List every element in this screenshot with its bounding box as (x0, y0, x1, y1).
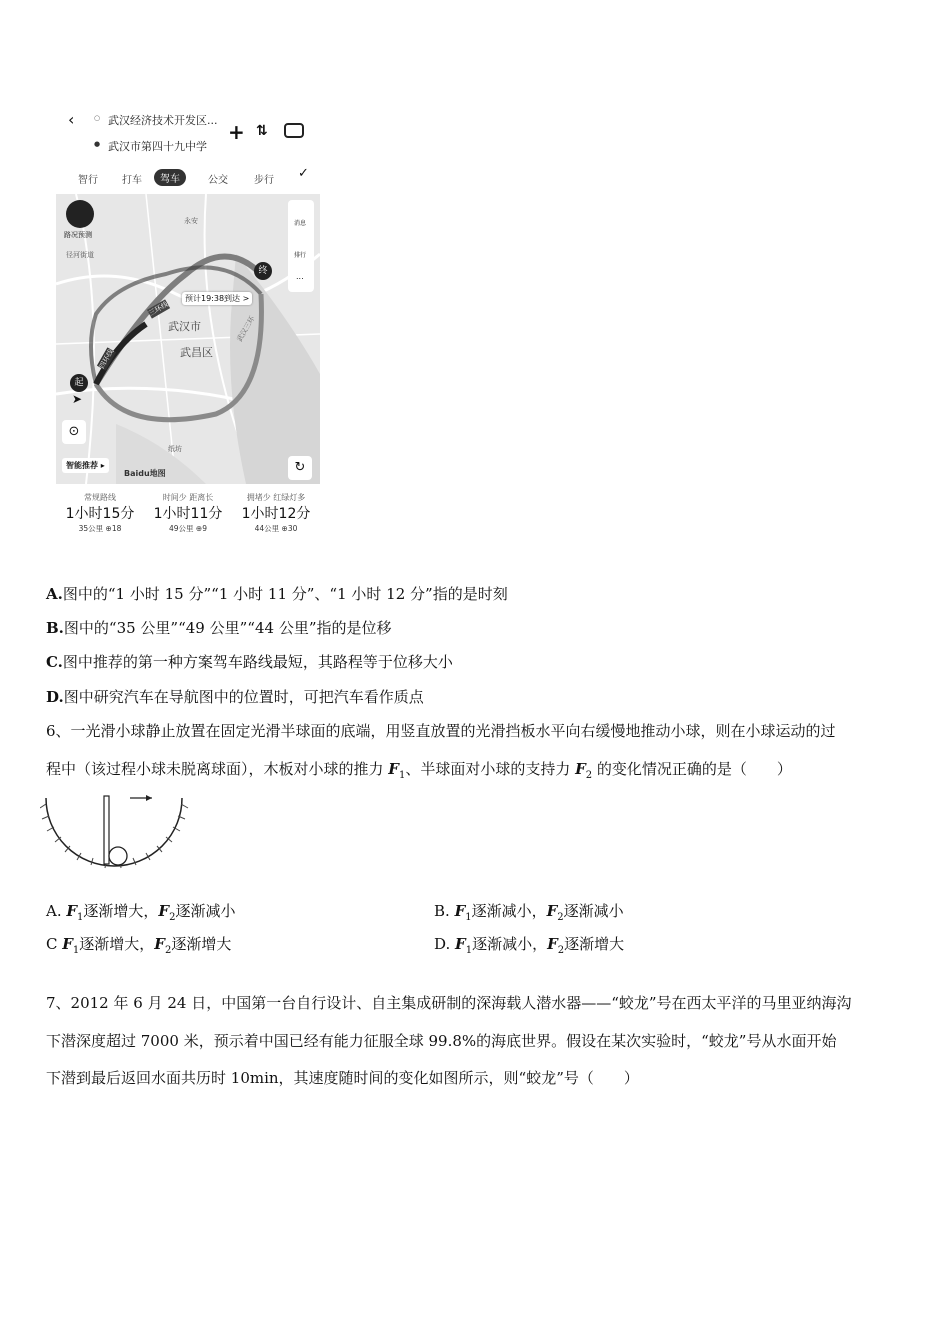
force-f1-subscript: 1 (398, 770, 406, 781)
force-f1-subscript: 1 (465, 912, 472, 923)
option-text: 逐渐增大 (564, 935, 625, 953)
origin-dot-icon: ○ (94, 114, 101, 122)
route-option-sub: 44公里 ⊕30 (254, 524, 298, 533)
option-text: 逐渐减小， (472, 935, 548, 953)
side-btn-more: ... (296, 272, 304, 281)
route-origin: 武汉经济技术开发区... (108, 114, 218, 127)
map-canvas (56, 194, 320, 484)
place-label: 永安 (184, 217, 198, 225)
q7-stem-line3: 下潜到最后返回水面共历时 10min，其速度随时间的变化如图所示，则“蛟龙”号（ ） (46, 1069, 639, 1087)
route-options-panel (56, 484, 320, 544)
road-label: 三环线 (147, 300, 170, 318)
force-f1-symbol: F (388, 760, 399, 778)
side-btn-rank: 排行 (294, 252, 307, 259)
option-letter: B. (46, 619, 64, 637)
map-roads (56, 194, 320, 484)
force-f2-subscript: 2 (164, 945, 172, 956)
q6-stem-line2 (46, 758, 792, 787)
q7-stem-line2: 下潜深度超过 7000 米，预示着中国已经有能力征服全球 99.8%的海底世界。假设在某次实验时，“蛟龙”号从水面开始 (46, 1032, 837, 1050)
place-label: 径河街道 (66, 251, 94, 259)
back-icon: ‹ (68, 110, 75, 129)
q6-option-c (46, 933, 231, 962)
force-f2-subscript: 2 (557, 945, 565, 956)
tab-walk: 步行 (254, 175, 274, 186)
force-f1-symbol: F (66, 902, 78, 920)
more-options-icon (284, 123, 304, 138)
district-label: 武昌区 (180, 346, 213, 359)
q6-option-d (434, 933, 624, 962)
eta-bubble: 预计19:38到达 > (182, 292, 252, 305)
route-option-sub: 49公里 ⊕9 (169, 524, 207, 533)
force-f1-symbol: F (454, 902, 466, 920)
force-f2-symbol: F (547, 935, 558, 953)
traffic-forecast-label: 路况预测 (64, 231, 92, 239)
force-f2-symbol: F (154, 935, 165, 953)
q5-option-b (46, 617, 391, 639)
option-text: 逐渐减小 (563, 902, 624, 920)
force-f1-symbol: F (455, 935, 466, 953)
route-option (232, 492, 320, 534)
force-f2-symbol: F (575, 760, 586, 778)
smart-recommend-button: 智能推荐 ▸ (62, 458, 109, 473)
option-text: 图中推荐的第一种方案驾车路线最短，其路程等于位移大小 (62, 653, 453, 671)
tab-zhixing: 智行 (78, 175, 98, 186)
route-option-header: 时间少 距离长 (162, 493, 214, 502)
option-text: 逐渐增大 (171, 935, 232, 953)
route-option-time: 1小时11分 (153, 506, 223, 522)
tab-bus: 公交 (208, 175, 228, 186)
force-f1-subscript: 1 (72, 945, 80, 956)
route-option-time: 1小时12分 (241, 506, 311, 522)
route-option-header: 常规路线 (84, 493, 116, 502)
option-text: 逐渐增大， (83, 902, 159, 920)
q6-option-b (434, 900, 624, 929)
route-option (144, 492, 232, 534)
force-f1-subscript: 1 (77, 912, 84, 923)
option-text: 逐渐减小 (175, 902, 236, 920)
side-btn-message: 消息 (294, 220, 307, 227)
route-destination: 武汉市第四十九中学 (108, 140, 207, 153)
force-f2-symbol: F (158, 902, 170, 920)
route-option-time: 1小时15分 (65, 506, 135, 522)
hemisphere-bowl-diagram (40, 790, 190, 870)
brand-logo: Baidu地图 (124, 469, 166, 478)
traffic-forecast-icon (66, 200, 94, 228)
end-marker: 终 (254, 262, 272, 280)
q6-text: 的变化情况正确的是（ ） (592, 760, 792, 778)
route-option-sub: 35公里 ⊕18 (78, 524, 122, 533)
force-f2-subscript: 2 (169, 912, 176, 923)
q5-option-c (46, 651, 453, 673)
option-letter: A. (46, 902, 67, 920)
route-option (56, 492, 144, 534)
option-letter: C. (46, 653, 63, 671)
place-label: 纸坊 (168, 445, 182, 453)
option-text: 图中的“1 小时 15 分”“1 小时 11 分”、“1 小时 12 分”指的是时刻 (62, 585, 508, 603)
q6-text: 、半球面对小球的支持力 (405, 760, 576, 778)
navigation-map-screenshot (56, 106, 320, 544)
force-f2-subscript: 2 (585, 770, 593, 781)
route-option-header: 拥堵少 红绿灯多 (246, 493, 306, 502)
q6-option-a (46, 900, 235, 929)
option-letter: C (46, 935, 63, 953)
road-label: 武汉三环 (235, 314, 257, 344)
force-f2-symbol: F (546, 902, 558, 920)
option-text: 逐渐增大， (79, 935, 155, 953)
q5-option-d (46, 686, 424, 708)
tab-taxi: 打车 (122, 175, 142, 186)
q6-stem-line1: 6、一光滑小球静止放置在固定光滑半球面的底端，用竖直放置的光滑挡板水平向右缓慢地推动小球，则在小球运动的过 (46, 722, 836, 740)
option-text: 图中研究汽车在导航图中的位置时，可把汽车看作质点 (63, 688, 424, 706)
option-letter: B. (434, 902, 455, 920)
collapse-icon: ✓ (298, 166, 309, 181)
add-stop-icon: + (228, 120, 245, 144)
tab-drive: 驾车 (154, 169, 186, 186)
force-f1-subscript: 1 (465, 945, 473, 956)
option-text: 图中的“35 公里”“49 公里”“44 公里”指的是位移 (63, 619, 392, 637)
q6-text: 程中（该过程小球未脱离球面），木板对小球的推力 (46, 760, 389, 778)
option-letter: A. (46, 585, 63, 603)
q7-stem-line1: 7、2012 年 6 月 24 日，中国第一台自行设计、自主集成研制的深海载人潜水器——“蛟龙”号在西太平洋的马里亚纳海沟 (46, 994, 852, 1012)
locate-button: ⊙ (62, 420, 86, 444)
location-arrow-icon: ➤ (72, 392, 83, 406)
q5-option-a (46, 583, 508, 605)
force-f1-symbol: F (62, 935, 73, 953)
destination-dot-icon: ● (94, 140, 101, 148)
option-text: 逐渐减小， (471, 902, 547, 920)
option-letter: D. (434, 935, 456, 953)
swap-icon: ⇅ (256, 123, 268, 139)
refresh-button: ↻ (288, 456, 312, 480)
option-letter: D. (46, 688, 64, 706)
district-label: 武汉市 (168, 320, 201, 333)
road-label: 四环线 (97, 347, 116, 371)
force-f2-subscript: 2 (557, 912, 564, 923)
start-marker: 起 (70, 374, 88, 392)
